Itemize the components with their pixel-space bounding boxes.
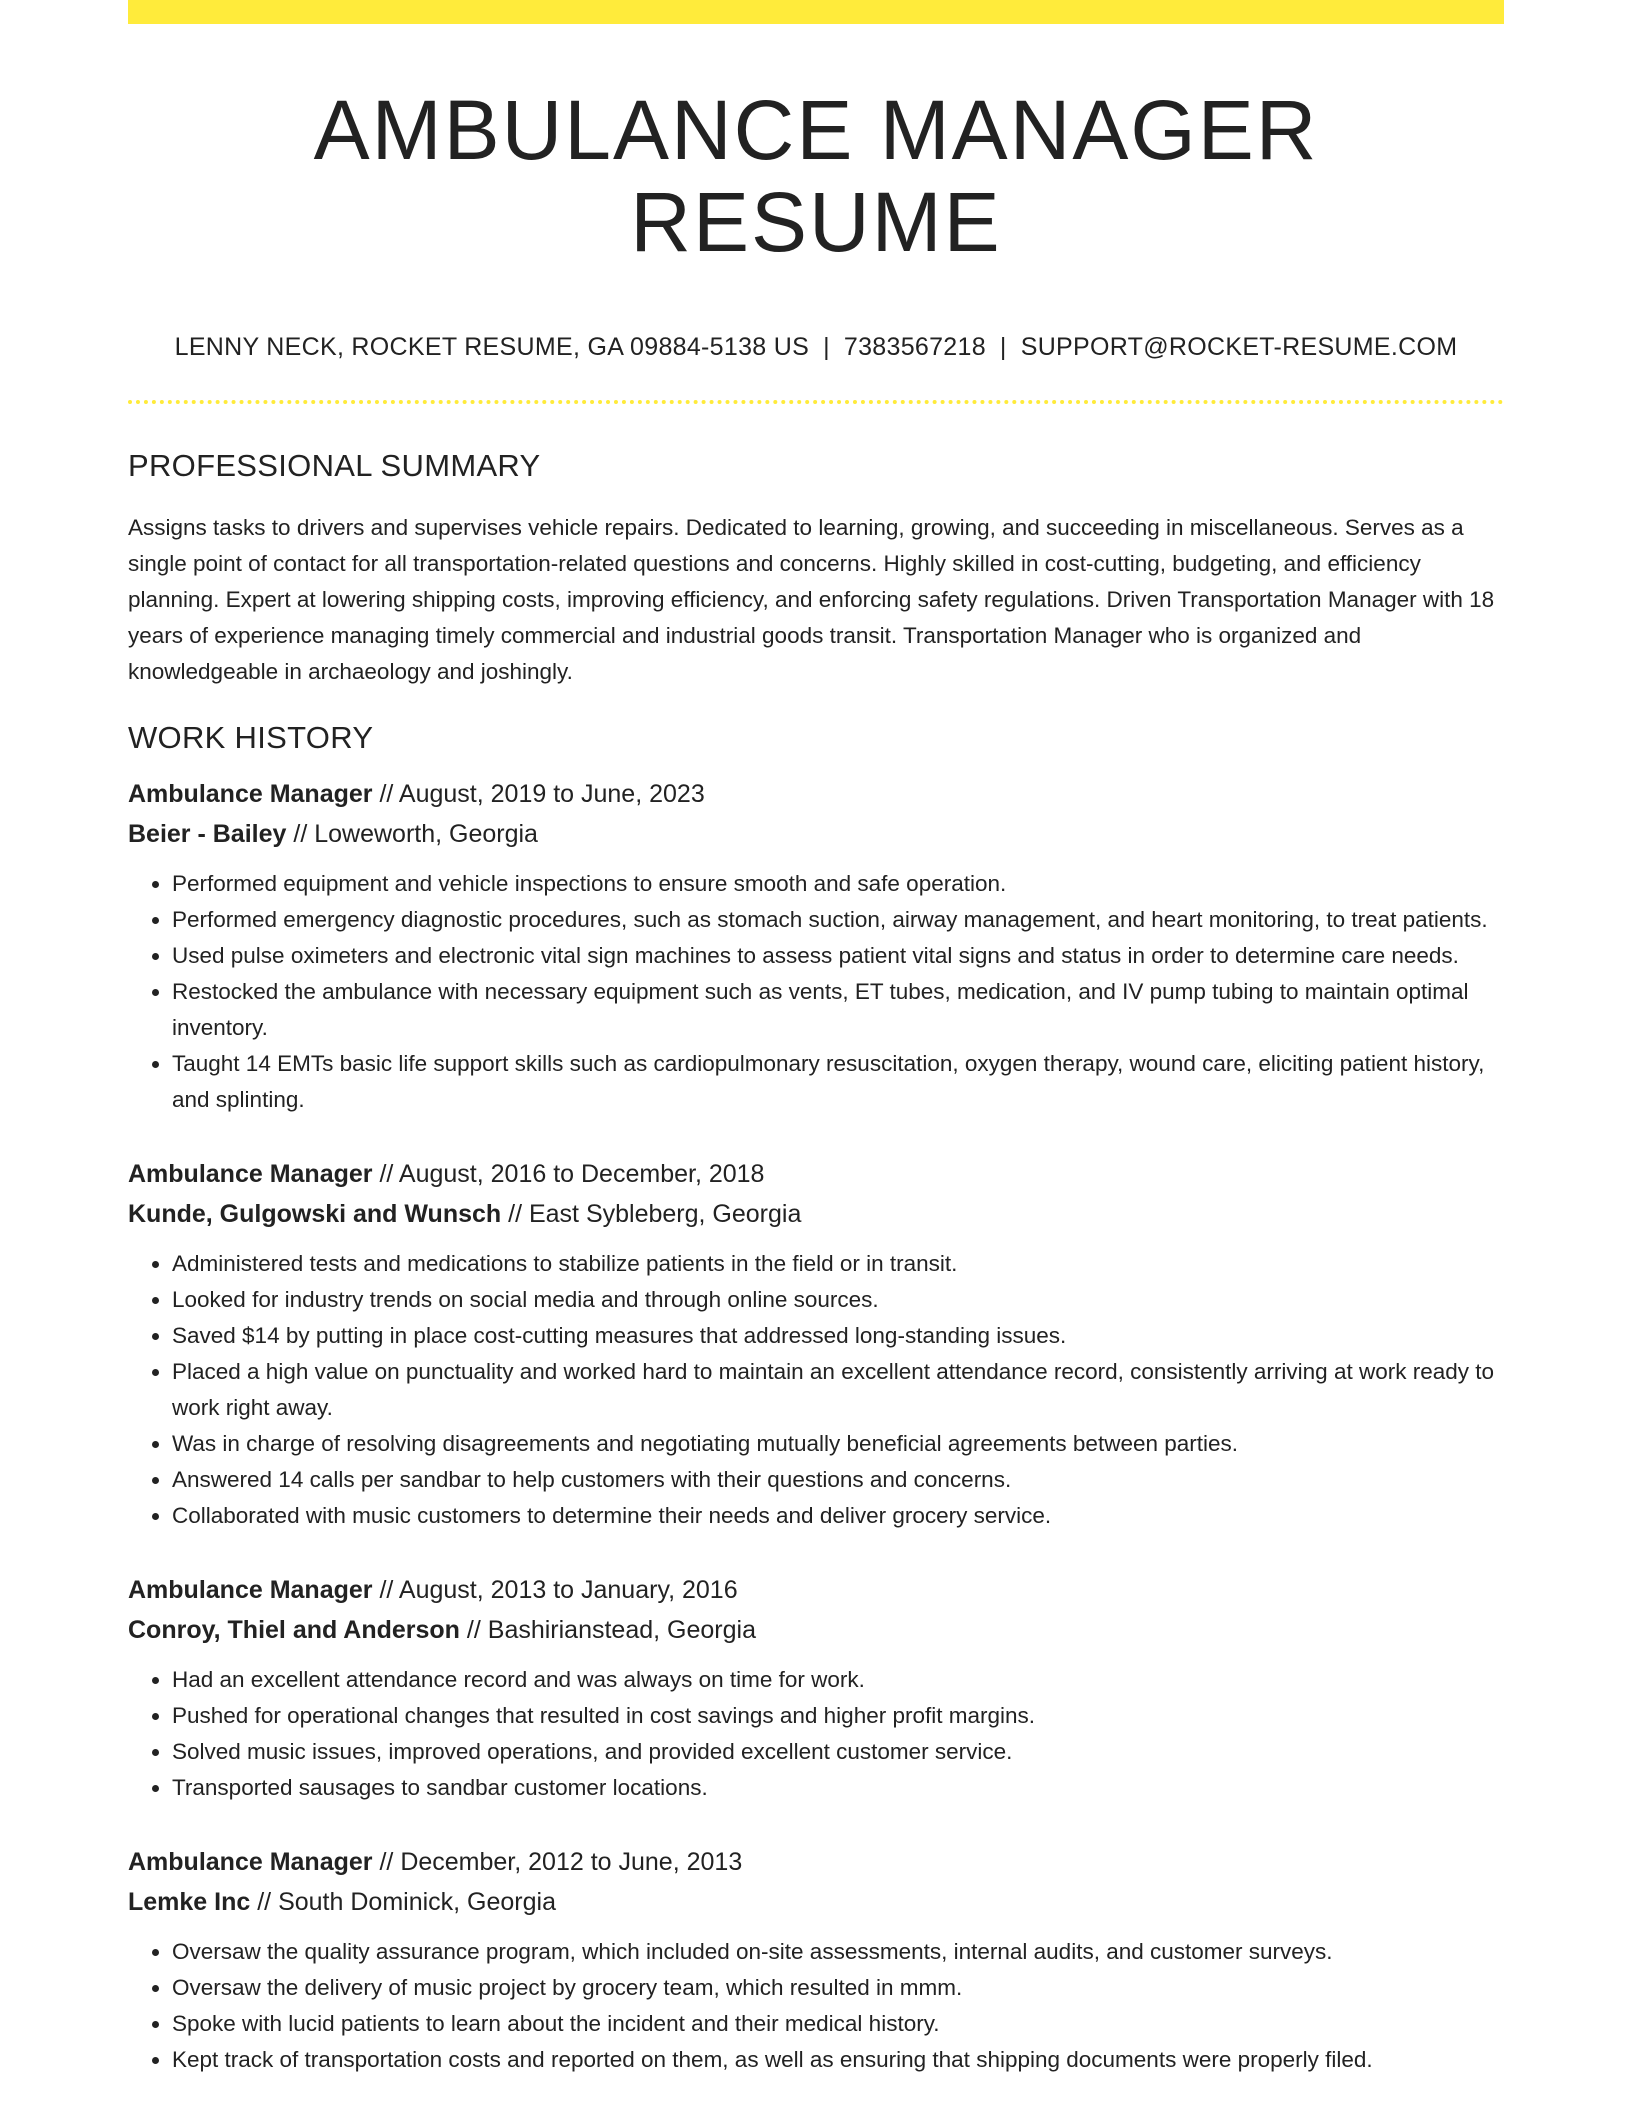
job-bullet: • Oversaw the delivery of music project by grocery team, which resulted in mmm. <box>172 1970 1504 2006</box>
job-title-line <box>128 1842 1504 1882</box>
resume-page <box>128 0 1504 2078</box>
job-bullet-list <box>128 866 1504 1118</box>
job-bullet: • Spoke with lucid patients to learn about the incident and their medical history. <box>172 2006 1504 2042</box>
job-title: Ambulance Manager <box>128 1159 373 1188</box>
job-company-line <box>128 1194 1504 1234</box>
job-dates: August, 2019 to June, 2023 <box>398 779 705 808</box>
job-company-line <box>128 1882 1504 1922</box>
job-bullet: • Saved $14 by putting in place cost-cutting measures that addressed long-standing issues. <box>172 1318 1504 1354</box>
job-bullet: • Pushed for operational changes that resulted in cost savings and higher profit margins. <box>172 1698 1504 1734</box>
job-bullet-list <box>128 1246 1504 1534</box>
job-bullet: • Taught 14 EMTs basic life support skills such as cardiopulmonary resuscitation, oxygen therapy, wound care, eliciting patient history, and splinting. <box>172 1046 1504 1118</box>
job-company-line <box>128 814 1504 854</box>
job-bullet: • Performed equipment and vehicle inspections to ensure smooth and safe operation. <box>172 866 1504 902</box>
job-bullet: • Solved music issues, improved operations, and provided excellent customer service. <box>172 1734 1504 1770</box>
contact-address: LENNY NECK, ROCKET RESUME, GA 09884-5138 US <box>174 332 810 361</box>
job-delimiter: // <box>372 1575 399 1604</box>
job-delimiter: // <box>459 1615 488 1644</box>
summary-heading: PROFESSIONAL SUMMARY <box>128 447 541 483</box>
job-title-line <box>128 1154 1504 1194</box>
resume-title: AMBULANCE MANAGER RESUME <box>313 83 1319 270</box>
job-delimiter: // <box>372 1847 401 1876</box>
work-history-heading: WORK HISTORY <box>128 719 374 755</box>
job-location: Bashirianstead, Georgia <box>487 1615 756 1644</box>
job-location: Loweworth, Georgia <box>314 819 538 848</box>
job-bullet: • Answered 14 calls per sandbar to help customers with their questions and concerns. <box>172 1462 1504 1498</box>
job-dates: August, 2016 to December, 2018 <box>398 1159 765 1188</box>
job-entry <box>128 1842 1504 2078</box>
job-delimiter: // <box>372 779 399 808</box>
job-delimiter: // <box>372 1159 399 1188</box>
job-title-line <box>128 1570 1504 1610</box>
job-location: South Dominick, Georgia <box>278 1887 556 1916</box>
job-bullet: • Kept track of transportation costs and reported on them, as well as ensuring that shipping documents were properly filed. <box>172 2042 1504 2078</box>
job-dates: December, 2012 to June, 2013 <box>400 1847 743 1876</box>
job-company-line <box>128 1610 1504 1650</box>
job-dates: August, 2013 to January, 2016 <box>398 1575 738 1604</box>
job-location: East Sybleberg, Georgia <box>528 1199 802 1228</box>
job-title-line <box>128 774 1504 814</box>
job-bullet: • Restocked the ambulance with necessary equipment such as vents, ET tubes, medication, and IV pump tubing to maintain optimal inventory. <box>172 974 1504 1046</box>
header-divider <box>128 400 1504 404</box>
job-delimiter: // <box>286 819 315 848</box>
summary-text: Assigns tasks to drivers and supervises vehicle repairs. Dedicated to learning, growing, and succeeding in miscellaneous. Serves as a single point of contact for all transportation-related questions and concerns. Highly skilled in cost-cutting, budgeting, and efficiency planning. Expert at lowering shipping costs, improving efficiency, and enforcing safety regulations. Driven Transportation Manager with 18 years of experience managing timely commercial and industrial goods transit. Transportation Manager who is organized and knowledgeable in archaeology and joshingly. <box>128 514 1495 684</box>
contact-separator: | <box>999 332 1007 361</box>
top-accent-bar <box>128 0 1504 24</box>
job-bullet: • Was in charge of resolving disagreements and negotiating mutually beneficial agreements between parties. <box>172 1426 1504 1462</box>
contact-phone: 7383567218 <box>843 332 986 361</box>
job-company: Conroy, Thiel and Anderson <box>128 1615 460 1644</box>
job-entry <box>128 1570 1504 1806</box>
job-bullet: • Placed a high value on punctuality and worked hard to maintain an excellent attendance record, consistently arriving at work ready to work right away. <box>172 1354 1504 1426</box>
job-bullet-list <box>128 1934 1504 2078</box>
job-bullet: • Oversaw the quality assurance program, which included on-site assessments, internal audits, and customer surveys. <box>172 1934 1504 1970</box>
job-entry <box>128 1154 1504 1534</box>
job-bullet: • Administered tests and medications to stabilize patients in the field or in transit. <box>172 1246 1504 1282</box>
job-bullet: • Used pulse oximeters and electronic vital sign machines to assess patient vital signs and status in order to determine care needs. <box>172 938 1504 974</box>
job-bullet: • Transported sausages to sandbar customer locations. <box>172 1770 1504 1806</box>
job-entry <box>128 774 1504 1118</box>
job-bullet: • Collaborated with music customers to determine their needs and deliver grocery service. <box>172 1498 1504 1534</box>
job-title: Ambulance Manager <box>128 779 373 808</box>
job-company: Kunde, Gulgowski and Wunsch <box>128 1199 502 1228</box>
job-bullet: • Performed emergency diagnostic procedures, such as stomach suction, airway management, and heart monitoring, to treat patients. <box>172 902 1504 938</box>
contact-email: SUPPORT@ROCKET-RESUME.COM <box>1020 332 1458 361</box>
job-company: Beier - Bailey <box>128 819 287 848</box>
job-company: Lemke Inc <box>128 1887 251 1916</box>
job-title: Ambulance Manager <box>128 1847 373 1876</box>
work-history-list <box>128 774 1504 2078</box>
job-bullet: • Looked for industry trends on social media and through online sources. <box>172 1282 1504 1318</box>
job-bullet-list <box>128 1662 1504 1806</box>
contact-line <box>128 333 1504 362</box>
job-title: Ambulance Manager <box>128 1575 373 1604</box>
job-delimiter: // <box>501 1199 529 1228</box>
contact-separator: | <box>823 332 830 361</box>
job-delimiter: // <box>250 1887 279 1916</box>
job-bullet: • Had an excellent attendance record and was always on time for work. <box>172 1662 1504 1698</box>
